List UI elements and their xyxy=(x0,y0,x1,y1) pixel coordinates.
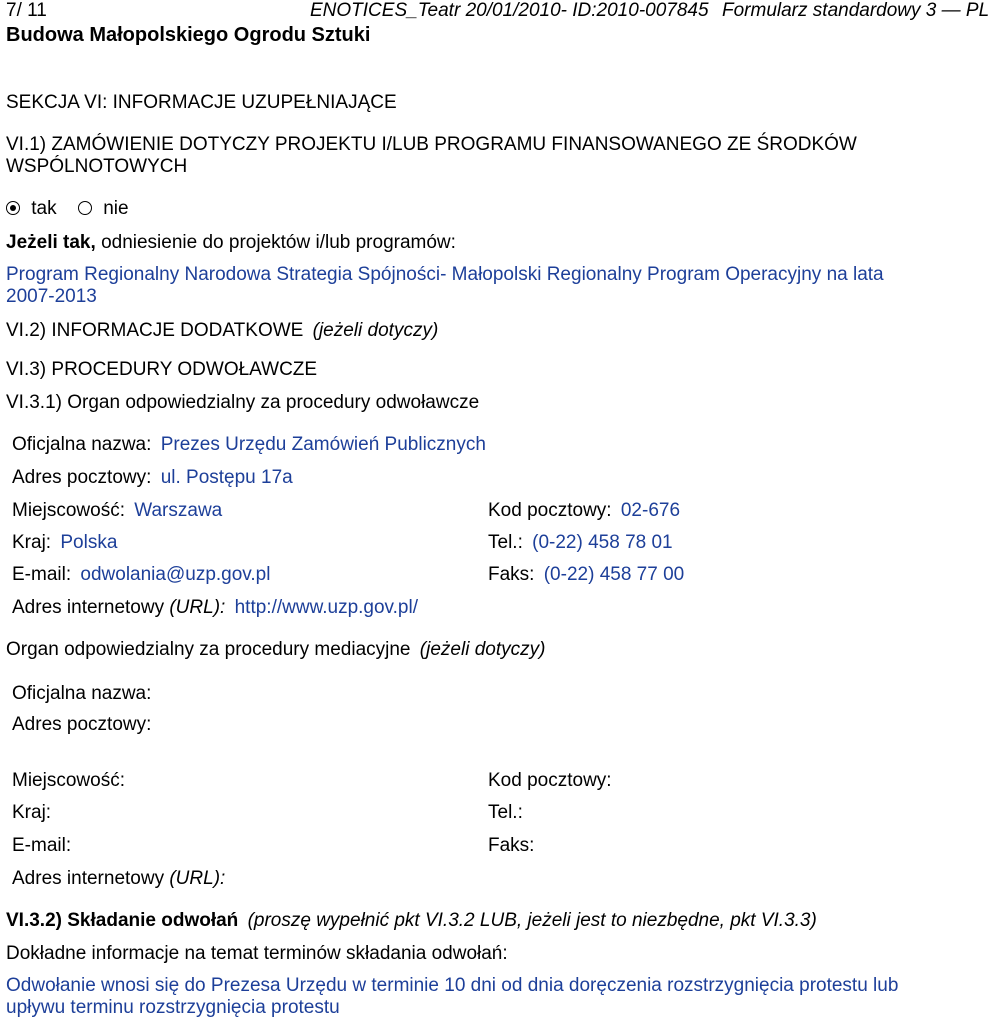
program-text: Program Regionalny Narodowa Strategia Spójności- Małopolski Regionalny Program Operacyjny na lata 2007-2013 xyxy=(6,264,884,307)
appeal-postal: 02-676 xyxy=(620,500,681,521)
mediation-country-label: Kraj: xyxy=(12,802,52,823)
appeal-fax-label: Faks: xyxy=(488,564,535,585)
radio-yes-label: tak xyxy=(31,198,57,219)
appeal-fax-line xyxy=(488,564,684,586)
mediation-url-line xyxy=(12,868,225,890)
if-yes-text: odniesienie do projektów i/lub programów: xyxy=(101,232,456,253)
mediation-heading-line xyxy=(6,639,545,661)
appeal-tel-label: Tel.: xyxy=(488,532,523,553)
appeal-tel-line xyxy=(488,532,673,554)
appeal-city-label: Miejscowość: xyxy=(12,500,125,521)
mediation-city-label: Miejscowość: xyxy=(12,770,125,791)
appeal-email-label: E-mail: xyxy=(12,564,72,585)
appeal-postal-line xyxy=(488,500,680,522)
appeal-name: Prezes Urzędu Zamówień Publicznych xyxy=(160,434,486,455)
if-yes-label: Jeżeli tak, xyxy=(6,232,96,253)
appeal-url-suffix: (URL): xyxy=(169,597,226,618)
mediation-tel-label: Tel.: xyxy=(488,802,523,823)
appeal-country-line xyxy=(12,532,117,554)
appeal-country-label: Kraj: xyxy=(12,532,52,553)
appeal-url[interactable]: http://www.uzp.gov.pl/ xyxy=(234,597,418,618)
vi32-heading: VI.3.2) Składanie odwołań xyxy=(6,910,239,931)
appeal-email-line xyxy=(12,564,270,586)
vi1-heading: VI.1) ZAMÓWIENIE DOTYCZY PROJEKTU I/LUB PROGRAMU FINANSOWANEGO ZE ŚRODKÓW WSPÓLNOTOWYCH xyxy=(6,134,857,177)
vi31-heading: VI.3.1) Organ odpowiedzialny za procedury odwoławcze xyxy=(6,392,480,413)
radio-no-label: nie xyxy=(103,198,129,219)
radio-yes[interactable] xyxy=(6,201,20,215)
appeal-name-line xyxy=(12,434,486,456)
mediation-url-suffix: (URL): xyxy=(169,868,226,889)
vi2-note: (jeżeli dotyczy) xyxy=(312,320,439,341)
appeal-address: ul. Postępu 17a xyxy=(160,467,293,488)
mediation-address-label: Adres pocztowy: xyxy=(12,714,152,735)
mediation-url-label: Adres internetowy xyxy=(12,868,165,889)
vi32-line xyxy=(6,910,817,932)
mediation-fax-label: Faks: xyxy=(488,835,535,856)
radio-no[interactable] xyxy=(78,201,92,215)
vi32-note: (proszę wypełnić pkt VI.3.2 LUB, jeżeli jest to niezbędne, pkt VI.3.3) xyxy=(247,910,817,931)
vi2-heading: VI.2) INFORMACJE DODATKOWE xyxy=(6,320,304,341)
appeal-fax: (0-22) 458 77 00 xyxy=(543,564,685,585)
deadlines-label: Dokładne informacje na temat terminów składania odwołań: xyxy=(6,943,508,964)
appeal-address-label: Adres pocztowy: xyxy=(12,467,152,488)
appeal-postal-label: Kod pocztowy: xyxy=(488,500,612,521)
mediation-name-label: Oficjalna nazwa: xyxy=(12,683,152,704)
form-type: Formularz standardowy 3 — PL xyxy=(722,0,989,21)
appeal-tel: (0-22) 458 78 01 xyxy=(532,532,673,553)
appeal-city: Warszawa xyxy=(134,500,223,521)
deadlines-text: Odwołanie wnosi się do Prezesa Urzędu w terminie 10 dni od dnia doręczenia rozstrzygnięcia protestu lub upływu terminu rozstrzygnięcia protestu xyxy=(6,975,899,1018)
vi2-line xyxy=(6,320,438,342)
mediation-postal-label: Kod pocztowy: xyxy=(488,770,612,791)
section-title: SEKCJA VI: INFORMACJE UZUPEŁNIAJĄCE xyxy=(6,92,397,113)
document-title: Budowa Małopolskiego Ogrodu Sztuki xyxy=(6,24,371,46)
page-number: 7/ 11 xyxy=(6,0,47,21)
appeal-city-line xyxy=(12,500,222,522)
appeal-url-label: Adres internetowy xyxy=(12,597,165,618)
appeal-name-label: Oficjalna nazwa: xyxy=(12,434,152,455)
mediation-note: (jeżeli dotyczy) xyxy=(419,639,546,660)
notice-id: ENOTICES_Teatr 20/01/2010- ID:2010-007845 xyxy=(310,0,709,21)
appeal-email[interactable]: odwolania@uzp.gov.pl xyxy=(80,564,271,585)
appeal-url-line xyxy=(12,597,418,619)
vi3-heading: VI.3) PROCEDURY ODWOŁAWCZE xyxy=(6,359,318,380)
funding-radio-group xyxy=(6,198,129,220)
appeal-country: Polska xyxy=(60,532,118,553)
mediation-heading: Organ odpowiedzialny za procedury mediacyjne xyxy=(6,639,411,660)
mediation-email-label: E-mail: xyxy=(12,835,72,856)
if-yes-line xyxy=(6,232,456,254)
appeal-address-line xyxy=(12,467,293,489)
